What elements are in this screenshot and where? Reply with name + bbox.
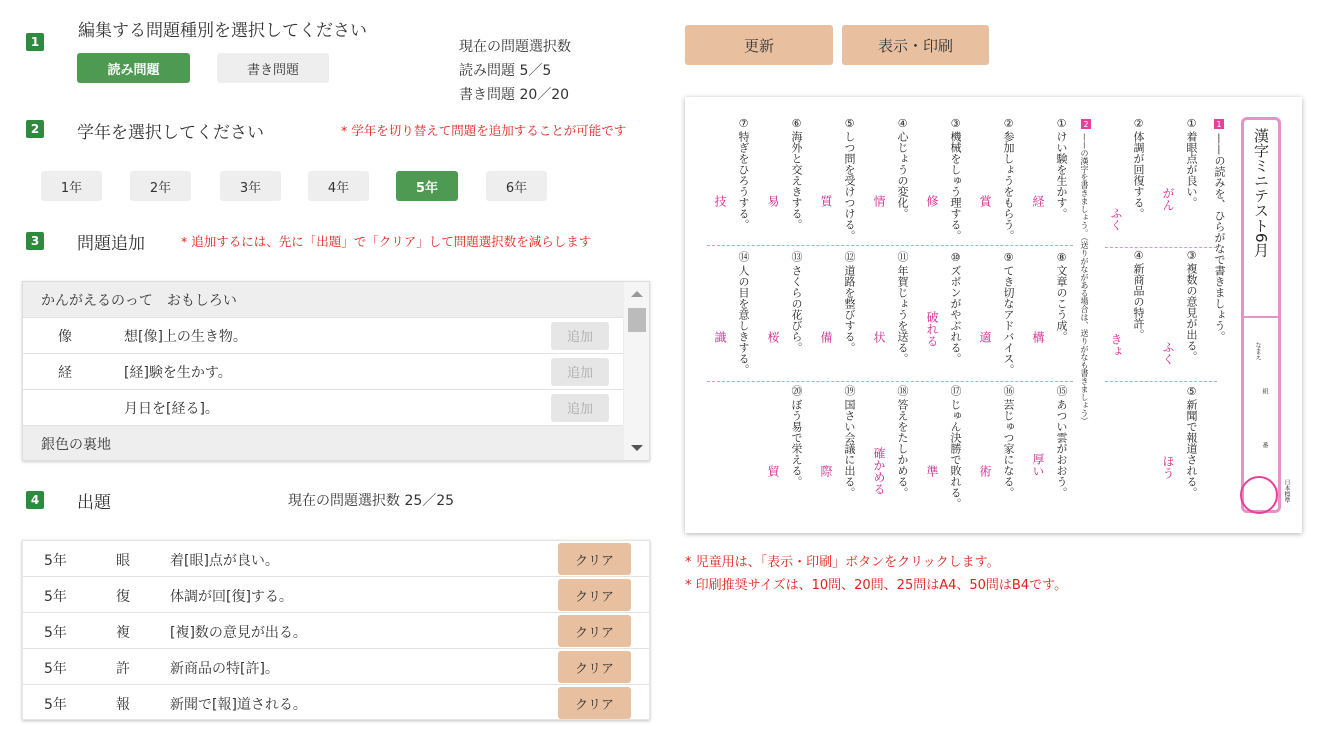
print-button[interactable]: 表示・印刷: [842, 25, 989, 65]
row-divider: [707, 381, 1073, 382]
grade-1-button[interactable]: 1年: [41, 171, 102, 201]
refresh-button[interactable]: 更新: [685, 25, 833, 65]
row-sentence: 新商品の特[許]。: [170, 661, 279, 677]
group-label: 銀色の裏地: [41, 436, 111, 453]
add-button[interactable]: 追加: [551, 394, 609, 422]
list-item-sentence: 想[像]上の生き物。: [124, 328, 247, 345]
table-row: [23, 541, 649, 577]
q2-item-text: 年賀じょうを送る。: [896, 265, 909, 364]
q2-item-answer: 際: [819, 465, 833, 477]
selection-status: [459, 35, 571, 107]
q1-item-answer: ほう: [1161, 455, 1175, 479]
list-item: [23, 354, 625, 390]
q1-item-text: 新聞で報道される。: [1185, 399, 1198, 498]
list-group-header: [23, 426, 625, 461]
clear-button[interactable]: クリア: [558, 543, 631, 575]
q2-item-answer: 桜: [766, 331, 780, 343]
q2-item-text: 答えをたしかめる。: [896, 399, 909, 498]
q2-item-number: ④: [896, 117, 909, 130]
grade-2-button[interactable]: 2年: [130, 171, 191, 201]
list-scrollbar[interactable]: [623, 282, 649, 460]
read-question-button[interactable]: 読み問題: [77, 53, 190, 83]
row-grade: 5年: [44, 661, 67, 677]
section3-title: 問題追加: [77, 234, 145, 254]
q2-item-answer: 修: [925, 195, 939, 207]
title-box: [1241, 117, 1281, 513]
q2-item-text: 特ぎをひろうする。: [737, 131, 750, 230]
name-label: なまえ: [1254, 342, 1261, 360]
score-circle: [1240, 476, 1278, 514]
row-kanji: 複: [116, 625, 130, 641]
step-4-badge: 4: [26, 491, 44, 509]
q2-item-number: ⑪: [896, 251, 909, 262]
grade-5-button[interactable]: 5年: [396, 171, 458, 201]
q2-item-text: 心じょうの変化。: [896, 131, 909, 219]
q2-item-answer: 確かめる: [872, 447, 886, 495]
step-3-badge: 3: [26, 232, 44, 250]
q2-item-number: ⑤: [843, 117, 856, 130]
q2-item-number: ⑬: [790, 251, 803, 262]
q2-item-number: ⑮: [1055, 385, 1068, 396]
q2-item-text: 参加しょうをもらう。: [1002, 131, 1015, 241]
step-2-badge: 2: [26, 120, 44, 138]
q2-item-text: 文章のこう成。: [1055, 265, 1068, 342]
row-grade: 5年: [44, 589, 67, 605]
table-row: [23, 613, 649, 649]
clear-button[interactable]: クリア: [558, 579, 631, 611]
list-item-sentence: 月日を[経る]。: [124, 400, 219, 417]
q2-item-answer: 適: [978, 331, 992, 343]
q2-item-number: ⑫: [843, 251, 856, 262]
q2-item-answer: 情: [872, 195, 886, 207]
table-row: [23, 685, 649, 721]
q2-item-number: ⑭: [737, 251, 750, 262]
q1-item-number: ④: [1132, 249, 1145, 262]
q2-item-number: ⑩: [949, 251, 962, 264]
list-item: [23, 318, 625, 354]
preview-title: 漢字ミニテスト6月: [1252, 128, 1270, 258]
class-label: 組: [1261, 388, 1268, 394]
q2-item-text: けい験を生かす。: [1055, 131, 1068, 219]
q2-item-number: ⑰: [949, 385, 962, 396]
table-row: [23, 577, 649, 613]
row-kanji: 眼: [116, 553, 130, 569]
list-item-kanji: 像: [58, 328, 72, 345]
q2-item-answer: 貿: [766, 465, 780, 477]
number-label: 番: [1261, 442, 1268, 448]
q2-item-text: 機械をしゅう理する。: [949, 131, 962, 241]
list-item: [23, 390, 625, 426]
selection-status-write: 書き問題 20／20: [459, 87, 570, 103]
write-question-button[interactable]: 書き問題: [217, 53, 329, 83]
row-kanji: 報: [116, 697, 130, 713]
q2-item-answer: 技: [713, 195, 727, 207]
q2-item-text: 道路を整びする。: [843, 265, 856, 353]
q1-item-text: 体調が回復する。: [1132, 131, 1145, 219]
q2-item-answer: 易: [766, 195, 780, 207]
q2-item-number: ②: [1002, 117, 1015, 130]
q1-item-text: 着眼点が良い。: [1185, 131, 1198, 208]
q2-item-text: 人の目を意しきする。: [737, 265, 750, 375]
row-divider: [1105, 381, 1217, 382]
q2-item-text: しつ問を受けつける。: [843, 131, 856, 241]
q1-item-answer: ふく: [1161, 341, 1175, 365]
q2-item-text: じゅん決勝で敗れる。: [949, 399, 962, 509]
q2-instruction: ——の漢字を書きましょう。（送りがながある場合は、送りがなも書きましょう）: [1080, 133, 1089, 425]
selected-question-list: [22, 540, 650, 720]
q2-badge: 2: [1081, 119, 1091, 129]
title-divider: [1244, 316, 1278, 318]
q2-item-number: ⑳: [790, 385, 803, 396]
clear-button[interactable]: クリア: [558, 651, 631, 683]
q1-instruction: ——の読みを、ひらがなで書きましょう。: [1213, 133, 1226, 342]
q2-item-number: ③: [949, 117, 962, 130]
q2-item-answer: 状: [872, 331, 886, 343]
row-kanji: 復: [116, 589, 130, 605]
add-button[interactable]: 追加: [551, 322, 609, 350]
test-preview-sheet: [685, 97, 1302, 533]
q2-item-text: 海外と交えきする。: [790, 131, 803, 230]
section4-status: 現在の問題選択数 25／25: [288, 493, 455, 509]
publisher-label: 日本標準: [1283, 479, 1290, 503]
q2-item-text: あつい雲がおおう。: [1055, 399, 1068, 498]
section4-title: 出題: [77, 493, 111, 513]
clear-button[interactable]: クリア: [558, 615, 631, 647]
section1-title: 編集する問題種別を選択してください: [78, 21, 367, 41]
row-kanji: 許: [116, 661, 130, 677]
q1-item-answer: きょ: [1109, 333, 1123, 357]
row-grade: 5年: [44, 625, 67, 641]
q2-item-number: ⑥: [790, 117, 803, 130]
q2-item-number: ⑱: [896, 385, 909, 396]
list-item-sentence: [経]験を生かす。: [124, 364, 232, 381]
q1-item-number: ⑤: [1185, 385, 1198, 398]
row-sentence: 体調が回[復]する。: [170, 589, 293, 605]
q2-item-answer: 厚い: [1031, 453, 1045, 477]
list-group-header: [23, 282, 625, 318]
q1-badge: 1: [1214, 119, 1224, 129]
q2-item-text: 芸じゅつ家になる。: [1002, 399, 1015, 498]
grade-3-button[interactable]: 3年: [220, 171, 281, 201]
q2-item-text: ズボンがやぶれる。: [949, 265, 962, 364]
row-sentence: 着[眼]点が良い。: [170, 553, 279, 569]
row-divider: [707, 245, 1073, 246]
q1-item-number: ③: [1185, 249, 1198, 262]
list-item-kanji: 経: [58, 364, 72, 381]
group-label: かんがえるのって おもしろい: [41, 292, 237, 309]
add-note: * 追加するには、先に「出題」で「クリア」して問題選択数を減らします: [181, 234, 592, 249]
grade-note: * 学年を切り替えて問題を追加することが可能です: [341, 123, 627, 138]
row-grade: 5年: [44, 697, 67, 713]
add-button[interactable]: 追加: [551, 358, 609, 386]
row-divider: [1105, 247, 1217, 248]
table-row: [23, 649, 649, 685]
q2-item-answer: 構: [1031, 331, 1045, 343]
scroll-thumb[interactable]: [628, 308, 646, 332]
scroll-up-icon[interactable]: [631, 291, 643, 297]
q1-item-number: ①: [1185, 117, 1198, 130]
q2-item-number: ⑯: [1002, 385, 1015, 396]
q2-item-answer: 識: [713, 331, 727, 343]
q2-item-text: さくらの花びら。: [790, 265, 803, 353]
clear-button[interactable]: クリア: [558, 687, 631, 719]
q2-item-text: てき切なアドバイス。: [1002, 265, 1015, 375]
print-note-1: * 児童用は、「表示・印刷」ボタンをクリックします。: [685, 555, 1000, 570]
q2-item-answer: 経: [1031, 195, 1045, 207]
row-sentence: 新聞で[報]道される。: [170, 697, 307, 713]
row-grade: 5年: [44, 553, 67, 569]
q1-item-text: 新商品の特許。: [1132, 263, 1145, 340]
q1-item-answer: がん: [1161, 187, 1175, 211]
q2-item-number: ⑧: [1055, 251, 1068, 264]
q1-item-text: 複数の意見が出る。: [1185, 263, 1198, 362]
q2-item-answer: 賞: [978, 195, 992, 207]
q2-item-answer: 備: [819, 331, 833, 343]
q2-item-number: ⑲: [843, 385, 856, 396]
q2-item-number: ⑦: [737, 117, 750, 130]
row-sentence: [複]数の意見が出る。: [170, 625, 307, 641]
scroll-down-icon[interactable]: [631, 445, 643, 451]
q2-item-text: 国さい会議に出る。: [843, 399, 856, 498]
print-note-2: * 印刷推奨サイズは、10問、20問、25問はA4、50問はB4です。: [685, 578, 1068, 593]
q2-item-answer: 質: [819, 195, 833, 207]
q2-item-answer: 破れる: [925, 311, 939, 347]
grade-4-button[interactable]: 4年: [308, 171, 369, 201]
q1-item-answer: ふく: [1109, 207, 1123, 231]
q2-item-answer: 術: [978, 465, 992, 477]
q2-item-answer: 準: [925, 465, 939, 477]
step-1-badge: 1: [26, 33, 44, 51]
q2-item-number: ⑨: [1002, 251, 1015, 264]
question-add-list: [22, 281, 650, 461]
q2-item-text: ぼう易で栄える。: [790, 399, 803, 487]
grade-6-button[interactable]: 6年: [486, 171, 547, 201]
selection-status-title: 現在の問題選択数: [459, 39, 571, 55]
q1-item-number: ②: [1132, 117, 1145, 130]
selection-status-read: 読み問題 5／5: [459, 63, 552, 79]
q2-item-number: ①: [1055, 117, 1068, 130]
section2-title: 学年を選択してください: [77, 123, 264, 143]
